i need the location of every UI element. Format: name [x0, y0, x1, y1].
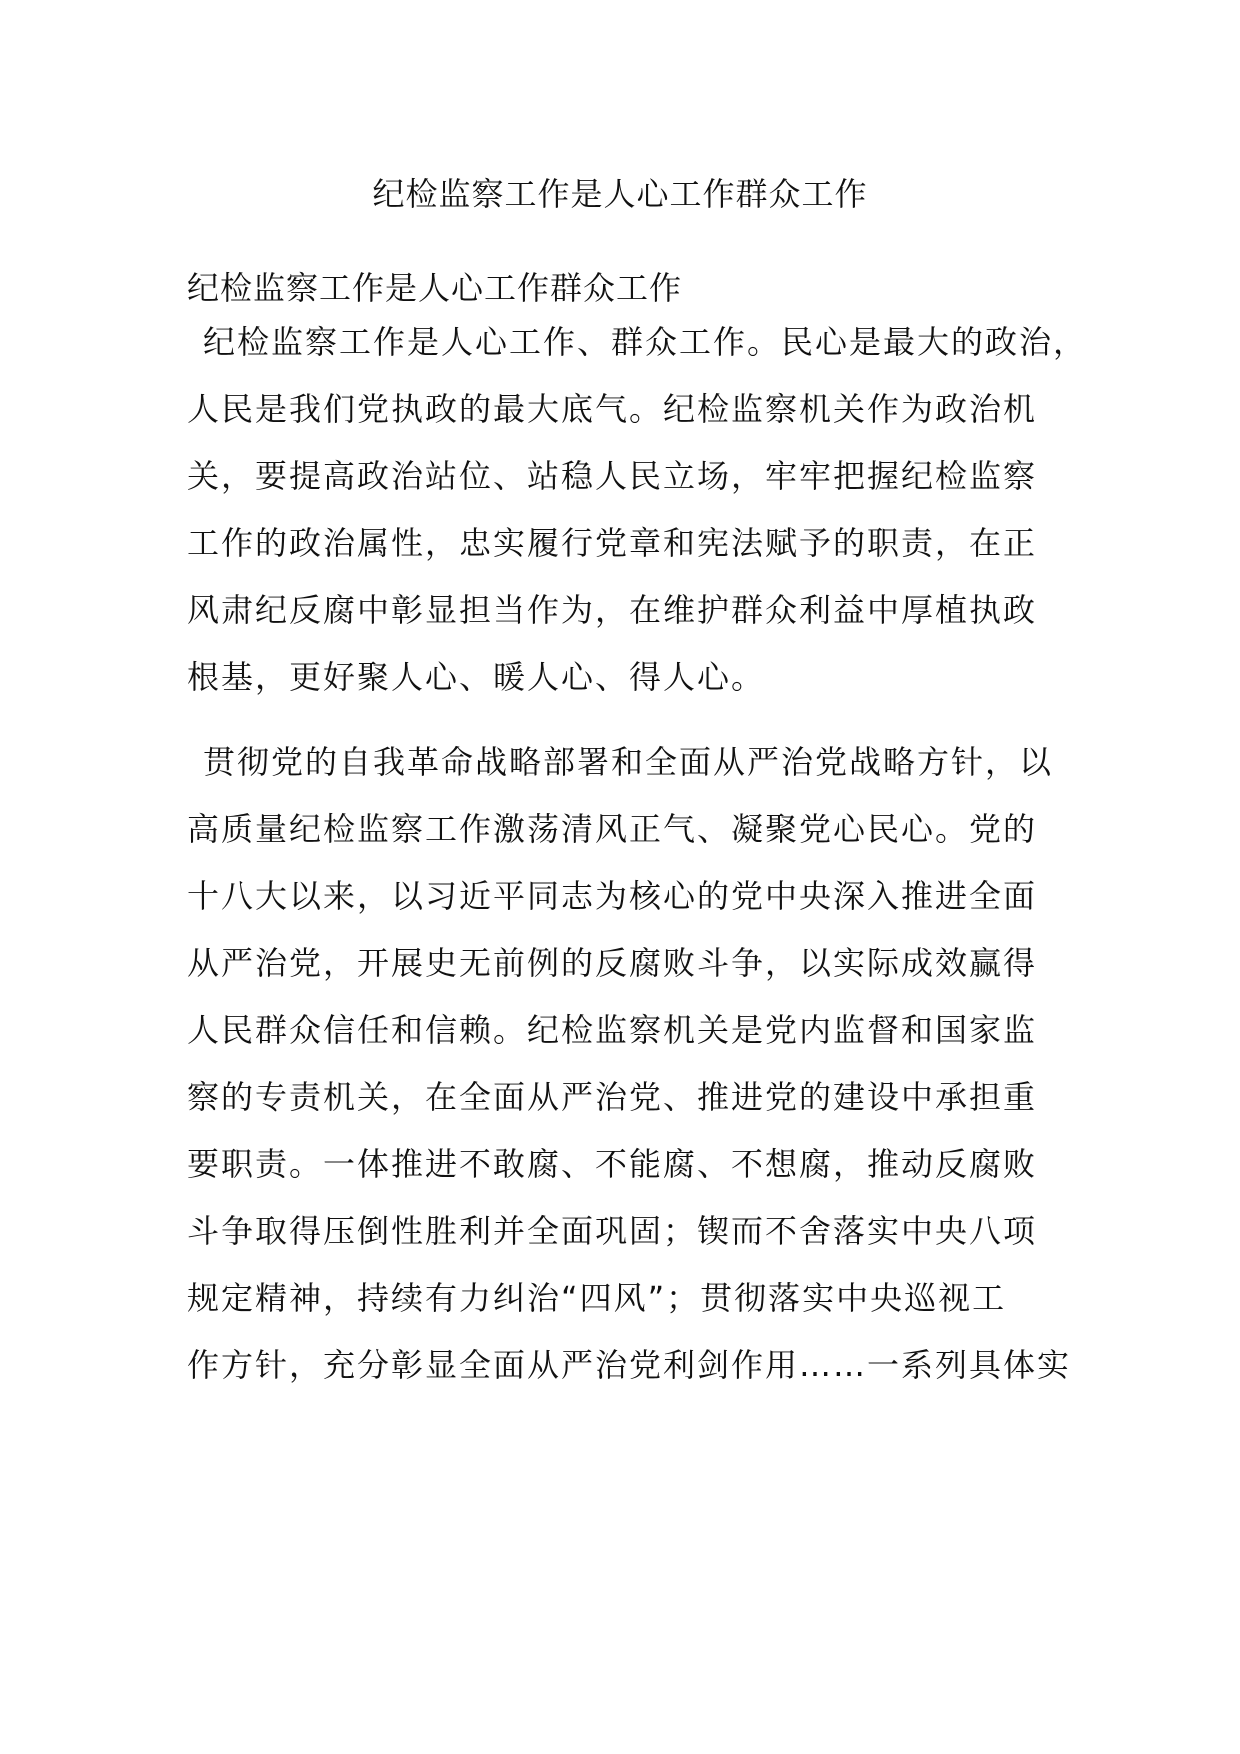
paragraph-line: 高质量纪检监察工作激荡清风正气、凝聚党心民心。党的: [187, 810, 1038, 848]
paragraph-line: 要职责。一体推进不敢腐、不能腐、不想腐，推动反腐败: [187, 1145, 1038, 1183]
document-title: 纪检监察工作是人心工作群众工作: [372, 175, 868, 213]
paragraph-line: 从严治党，开展史无前例的反腐败斗争，以实际成效赢得: [187, 944, 1038, 982]
paragraph-line: 根基，更好聚人心、暖人心、得人心。: [187, 658, 766, 696]
paragraph-line: 作方针，充分彰显全面从严治党利剑作用……一系列具体实: [187, 1346, 1072, 1384]
paragraph-line: 察的专责机关，在全面从严治党、推进党的建设中承担重: [187, 1078, 1038, 1116]
paragraph-line: 风肃纪反腐中彰显担当作为，在维护群众利益中厚植执政: [187, 591, 1038, 629]
paragraph-line: 关，要提高政治站位、站稳人民立场，牢牢把握纪检监察: [187, 457, 1038, 495]
paragraph-line: 工作的政治属性，忠实履行党章和宪法赋予的职责，在正: [187, 524, 1038, 562]
paragraph-line: 纪检监察工作是人心工作、群众工作。民心是最大的政治，: [203, 323, 1088, 361]
paragraph-line: 规定精神，持续有力纠治“四风”；贯彻落实中央巡视工: [187, 1279, 1007, 1317]
paragraph-line: 贯彻党的自我革命战略部署和全面从严治党战略方针，以: [203, 743, 1054, 781]
paragraph-line: 十八大以来，以习近平同志为核心的党中央深入推进全面: [187, 877, 1038, 915]
document-subtitle: 纪检监察工作是人心工作群众工作: [187, 269, 683, 307]
paragraph-line: 人民群众信任和信赖。纪检监察机关是党内监督和国家监: [187, 1011, 1038, 1049]
paragraph-line: 斗争取得压倒性胜利并全面巩固；锲而不舍落实中央八项: [187, 1212, 1038, 1250]
paragraph-line: 人民是我们党执政的最大底气。纪检监察机关作为政治机: [187, 390, 1038, 428]
